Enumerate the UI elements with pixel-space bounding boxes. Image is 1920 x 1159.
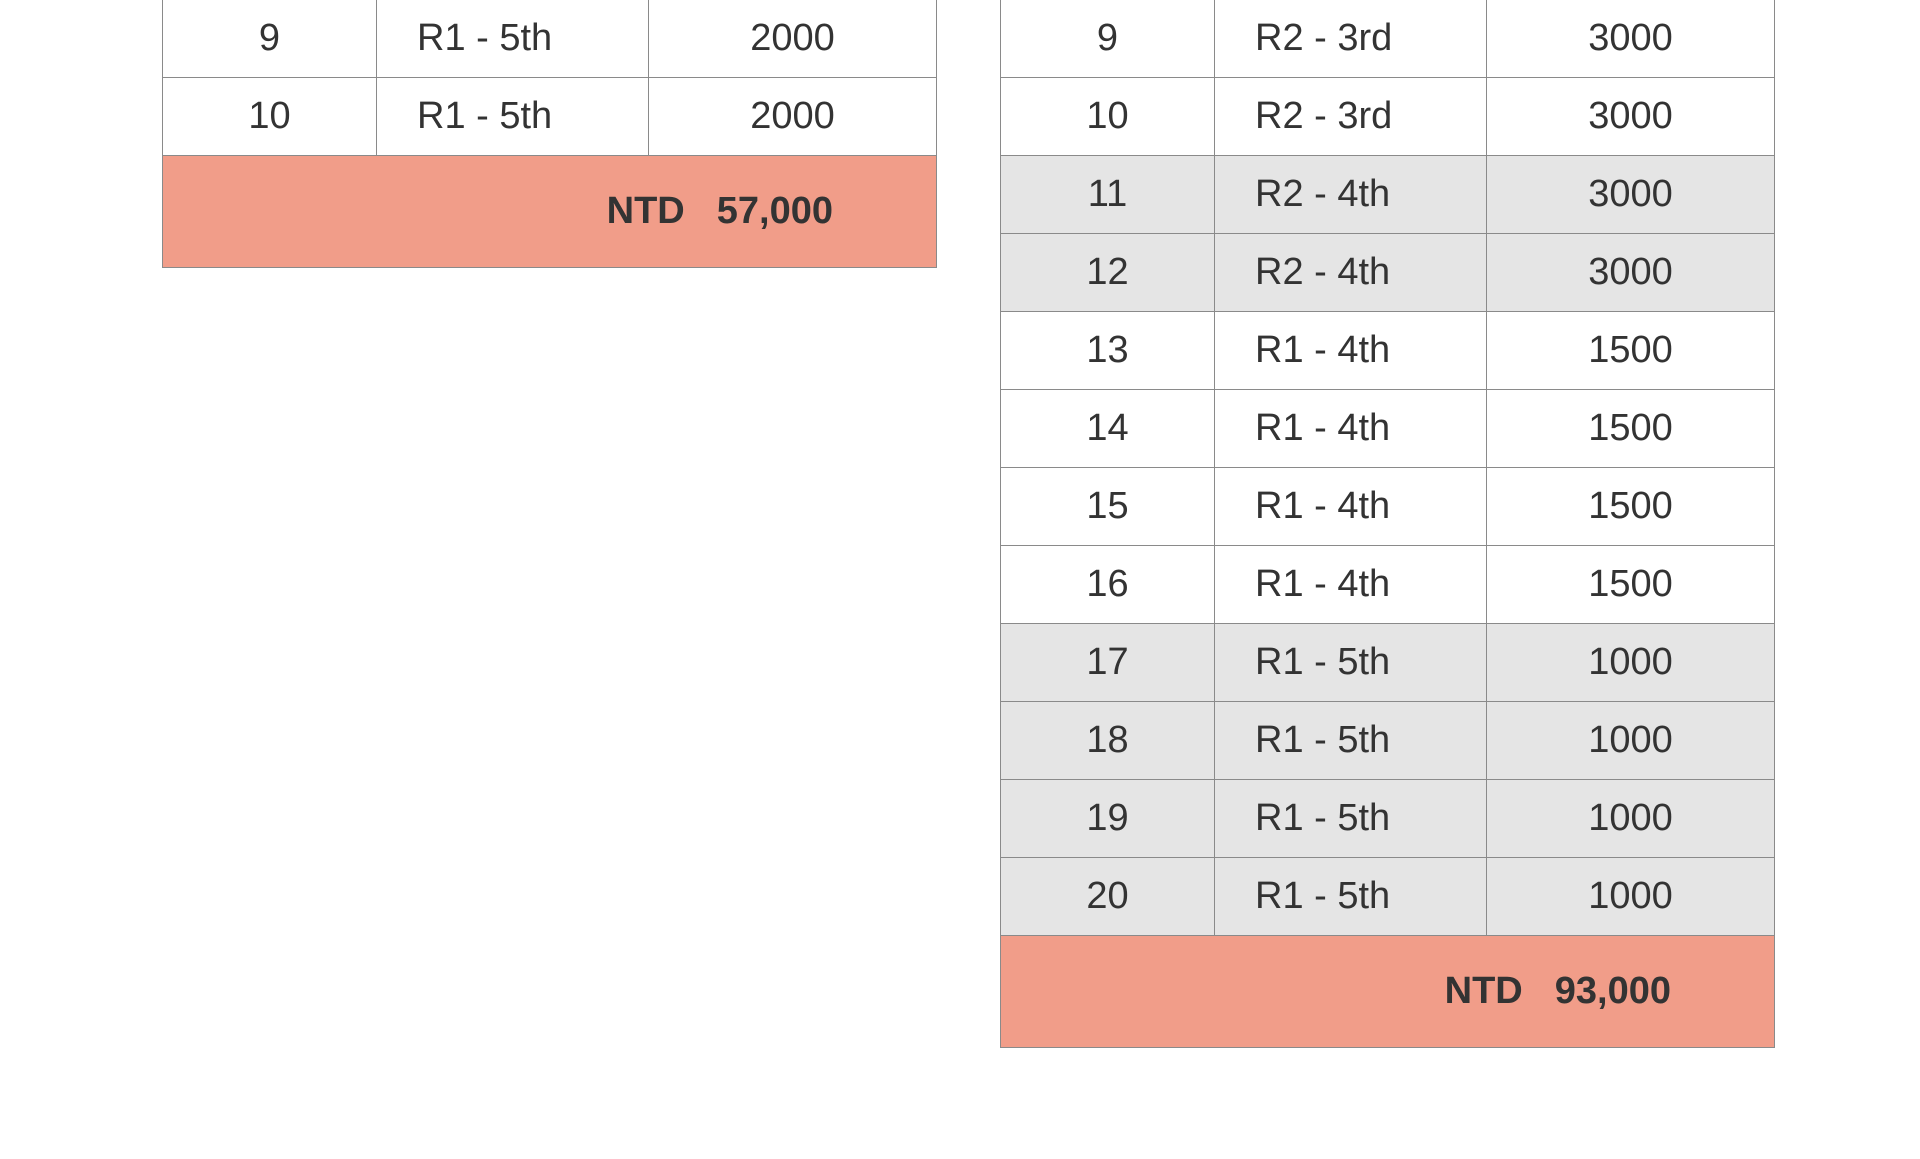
prize-amount-cell: 1500 bbox=[1487, 390, 1775, 468]
total-row bbox=[163, 156, 937, 268]
prize-amount-cell: 3000 bbox=[1487, 78, 1775, 156]
round-cell: R1 - 4th bbox=[1215, 468, 1487, 546]
prize-amount-cell: 1500 bbox=[1487, 312, 1775, 390]
prize-amount-cell: 1500 bbox=[1487, 468, 1775, 546]
table-row bbox=[1001, 858, 1775, 936]
table-row bbox=[1001, 624, 1775, 702]
rank-cell: 15 bbox=[1001, 468, 1215, 546]
total-currency: NTD bbox=[606, 190, 685, 232]
prize-table-right bbox=[1000, 0, 1775, 1048]
rank-cell: 19 bbox=[1001, 780, 1215, 858]
prize-amount-cell: 1500 bbox=[1487, 546, 1775, 624]
rank-cell: 10 bbox=[163, 78, 377, 156]
rank-cell: 11 bbox=[1001, 156, 1215, 234]
prize-amount-cell: 2000 bbox=[649, 78, 937, 156]
round-cell: R1 - 5th bbox=[377, 78, 649, 156]
prize-amount-cell: 3000 bbox=[1487, 156, 1775, 234]
prize-amount-cell: 1000 bbox=[1487, 624, 1775, 702]
table-row bbox=[1001, 312, 1775, 390]
rank-cell: 12 bbox=[1001, 234, 1215, 312]
table-row bbox=[1001, 390, 1775, 468]
prize-amount-cell: 3000 bbox=[1487, 0, 1775, 78]
round-cell: R1 - 4th bbox=[1215, 390, 1487, 468]
total-row bbox=[1001, 936, 1775, 1048]
table-row bbox=[1001, 78, 1775, 156]
prize-amount-cell: 1000 bbox=[1487, 858, 1775, 936]
prize-amount-cell: 3000 bbox=[1487, 234, 1775, 312]
round-cell: R1 - 5th bbox=[1215, 858, 1487, 936]
table-row bbox=[1001, 0, 1775, 78]
round-cell: R2 - 3rd bbox=[1215, 78, 1487, 156]
prize-amount-cell: 2000 bbox=[649, 0, 937, 78]
prize-table-right-body bbox=[1001, 0, 1775, 936]
round-cell: R1 - 5th bbox=[1215, 624, 1487, 702]
round-cell: R1 - 5th bbox=[377, 0, 649, 78]
rank-cell: 10 bbox=[1001, 78, 1215, 156]
rank-cell: 14 bbox=[1001, 390, 1215, 468]
table-row bbox=[1001, 468, 1775, 546]
rank-cell: 9 bbox=[163, 0, 377, 78]
total-cell bbox=[163, 156, 937, 268]
total-amount: 93,000 bbox=[1554, 970, 1671, 1012]
prize-amount-cell: 1000 bbox=[1487, 702, 1775, 780]
table-row bbox=[1001, 702, 1775, 780]
table-row bbox=[1001, 780, 1775, 858]
table-row bbox=[163, 78, 937, 156]
total-currency: NTD bbox=[1444, 970, 1523, 1012]
table-row bbox=[1001, 156, 1775, 234]
table-row bbox=[1001, 234, 1775, 312]
rank-cell: 17 bbox=[1001, 624, 1215, 702]
round-cell: R2 - 4th bbox=[1215, 156, 1487, 234]
round-cell: R1 - 5th bbox=[1215, 780, 1487, 858]
prize-table-left-body bbox=[163, 0, 937, 156]
round-cell: R2 - 3rd bbox=[1215, 0, 1487, 78]
prize-table-left bbox=[162, 0, 937, 268]
total-amount: 57,000 bbox=[716, 190, 833, 232]
round-cell: R1 - 4th bbox=[1215, 546, 1487, 624]
rank-cell: 13 bbox=[1001, 312, 1215, 390]
round-cell: R1 - 5th bbox=[1215, 702, 1487, 780]
table-row bbox=[163, 0, 937, 78]
rank-cell: 18 bbox=[1001, 702, 1215, 780]
table-row bbox=[1001, 546, 1775, 624]
round-cell: R2 - 4th bbox=[1215, 234, 1487, 312]
rank-cell: 9 bbox=[1001, 0, 1215, 78]
prize-amount-cell: 1000 bbox=[1487, 780, 1775, 858]
total-cell bbox=[1001, 936, 1775, 1048]
round-cell: R1 - 4th bbox=[1215, 312, 1487, 390]
rank-cell: 20 bbox=[1001, 858, 1215, 936]
rank-cell: 16 bbox=[1001, 546, 1215, 624]
